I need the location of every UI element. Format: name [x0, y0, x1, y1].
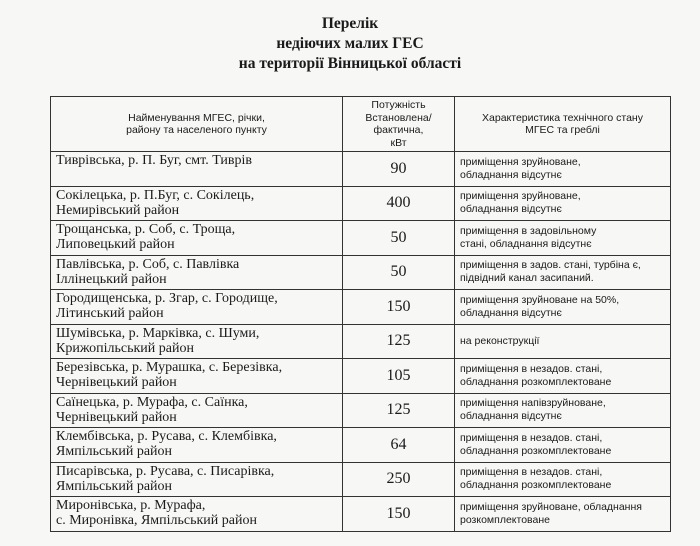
header-state: Характеристика технічного стану МГЕС та греблі [455, 97, 671, 152]
hydro-plants-table [50, 96, 671, 532]
plant-state: приміщення зруйноване, обладнання розкомплектоване [455, 497, 671, 532]
plant-name: Миронівська, р. Мурафа, с. Миронівка, Ямпільський район [51, 497, 343, 532]
plant-power: 64 [343, 428, 455, 463]
table-row [51, 428, 671, 463]
table-header-row [51, 97, 671, 152]
table-row [51, 221, 671, 256]
plant-name: Трощанська, р. Соб, с. Троща, Липовецький район [51, 221, 343, 256]
table-row [51, 497, 671, 532]
table-row [51, 255, 671, 290]
plant-state: приміщення в незадов. стані, обладнання розкомплектоване [455, 359, 671, 394]
plant-power: 105 [343, 359, 455, 394]
plant-power: 90 [343, 152, 455, 187]
plant-state: приміщення в незадов. стані, обладнання розкомплектоване [455, 462, 671, 497]
table-row [51, 186, 671, 221]
plant-power: 125 [343, 393, 455, 428]
plant-power: 50 [343, 221, 455, 256]
plant-power: 150 [343, 290, 455, 325]
plant-state: приміщення в задовільному стані, обладнання відсутнє [455, 221, 671, 256]
title-line-3: на території Вінницької області [238, 55, 462, 72]
plant-name: Павлівська, р. Соб, с. Павлівка Іллінецький район [51, 255, 343, 290]
plant-name: Березівська, р. Мурашка, с. Березівка, Чернівецький район [51, 359, 343, 394]
title-line-1: Перелік [321, 15, 379, 32]
table-row [51, 152, 671, 187]
plant-name: Саїнецька, р. Мурафа, с. Саїнка, Чернівецький район [51, 393, 343, 428]
plant-state: приміщення в незадов. стані, обладнання розкомплектоване [455, 428, 671, 463]
title-line-2: недіючих малих ГЕС [276, 35, 424, 52]
table-row [51, 359, 671, 394]
plant-state: приміщення напівзруйноване, обладнання відсутнє [455, 393, 671, 428]
plant-state: на реконструкції [455, 324, 671, 359]
plant-name: Писарівська, р. Русава, с. Писарівка, Ямпільський район [51, 462, 343, 497]
table-row [51, 290, 671, 325]
plant-name: Сокілецька, р. П.Буг, с. Сокілець, Немирівський район [51, 186, 343, 221]
plant-name: Городищенська, р. Згар, с. Городище, Літинський район [51, 290, 343, 325]
plant-state: приміщення зруйноване на 50%, обладнання відсутнє [455, 290, 671, 325]
header-name: Найменування МГЕС, річки, району та населеного пункту [51, 97, 343, 152]
table-row [51, 393, 671, 428]
document-title [0, 14, 700, 74]
plant-state: приміщення зруйноване, обладнання відсутнє [455, 152, 671, 187]
plant-power: 150 [343, 497, 455, 532]
plant-power: 125 [343, 324, 455, 359]
table-row [51, 324, 671, 359]
plant-power: 400 [343, 186, 455, 221]
plant-state: приміщення в задов. стані, турбіна є, підвідний канал засипаний. [455, 255, 671, 290]
plant-name: Тиврівська, р. П. Буг, смт. Тиврів [51, 152, 343, 187]
plant-power: 250 [343, 462, 455, 497]
header-power: Потужність Встановлена/ фактична, кВт [343, 97, 455, 152]
plant-power: 50 [343, 255, 455, 290]
table-row [51, 462, 671, 497]
plant-name: Клембівська, р. Русава, с. Клембівка, Ямпільський район [51, 428, 343, 463]
plant-name: Шумівська, р. Марківка, с. Шуми, Крижопільський район [51, 324, 343, 359]
plant-state: приміщення зруйноване, обладнання відсутнє [455, 186, 671, 221]
